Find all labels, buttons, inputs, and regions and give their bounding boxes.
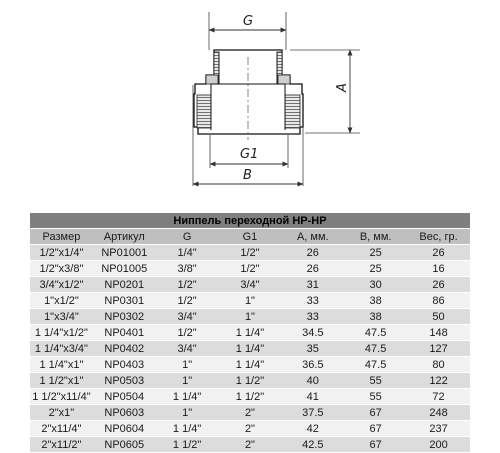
dim-g1-label: G1 [240, 147, 259, 162]
dim-a-label: A [335, 83, 350, 92]
cell-g1: 3/4" [219, 277, 282, 293]
cell-article: NP0402 [93, 341, 156, 357]
cell-a-mm: 26 [281, 245, 344, 261]
table-body [30, 245, 470, 453]
table-header-row [30, 229, 470, 245]
cell-article: NP0302 [93, 309, 156, 325]
table-row [30, 405, 470, 421]
table-row [30, 421, 470, 437]
cell-article: NP0403 [93, 357, 156, 373]
table-row [30, 245, 470, 261]
cell-g: 1/2" [156, 293, 219, 309]
cell-size: 1 1/4"x1" [30, 357, 93, 373]
table-title-row [30, 213, 470, 229]
column-header-weight: Вес, гр. [407, 229, 470, 245]
cell-weight: 127 [407, 341, 470, 357]
cell-g1: 2" [219, 405, 282, 421]
cell-g1: 1 1/2" [219, 389, 282, 405]
cell-a-mm: 31 [281, 277, 344, 293]
cell-a-mm: 41 [281, 389, 344, 405]
cell-size: 3/4"x1/2" [30, 277, 93, 293]
cell-b-mm: 55 [344, 389, 407, 405]
cell-g: 1/4" [156, 245, 219, 261]
cell-size: 2"x11/4" [30, 421, 93, 437]
spec-table [30, 213, 470, 453]
cell-a-mm: 33 [281, 293, 344, 309]
cell-article: NP0401 [93, 325, 156, 341]
cell-g1: 1 1/2" [219, 373, 282, 389]
cell-article: NP01001 [93, 245, 156, 261]
cell-size: 1 1/2"x11/4" [30, 389, 93, 405]
column-header-article: Артикул [93, 229, 156, 245]
cell-g1: 1 1/4" [219, 341, 282, 357]
cell-g: 1" [156, 373, 219, 389]
cell-g: 1 1/2" [156, 437, 219, 453]
cell-g: 3/4" [156, 341, 219, 357]
dim-b-label: B [243, 168, 252, 183]
cell-g: 1 1/4" [156, 421, 219, 437]
cell-g1: 1/2" [219, 261, 282, 277]
cell-g: 1" [156, 357, 219, 373]
table-row [30, 357, 470, 373]
cell-b-mm: 25 [344, 261, 407, 277]
cell-article: NP0503 [93, 373, 156, 389]
cell-a-mm: 35 [281, 341, 344, 357]
cell-g: 1" [156, 405, 219, 421]
cell-g1: 2" [219, 421, 282, 437]
table-row [30, 373, 470, 389]
table-row [30, 309, 470, 325]
cell-b-mm: 38 [344, 309, 407, 325]
cell-weight: 248 [407, 405, 470, 421]
cell-size: 1 1/2"x1" [30, 373, 93, 389]
table-row [30, 437, 470, 453]
cell-b-mm: 38 [344, 293, 407, 309]
cell-a-mm: 26 [281, 261, 344, 277]
cell-a-mm: 34.5 [281, 325, 344, 341]
cell-article: NP0603 [93, 405, 156, 421]
cell-b-mm: 47.5 [344, 325, 407, 341]
cell-g1: 1 1/4" [219, 357, 282, 373]
cell-a-mm: 42 [281, 421, 344, 437]
cell-weight: 72 [407, 389, 470, 405]
column-header-a-mm: А, мм. [281, 229, 344, 245]
cell-article: NP0605 [93, 437, 156, 453]
cell-weight: 26 [407, 277, 470, 293]
cell-b-mm: 67 [344, 437, 407, 453]
cell-size: 1"x1/2" [30, 293, 93, 309]
cell-a-mm: 36.5 [281, 357, 344, 373]
cell-weight: 26 [407, 245, 470, 261]
cell-g1: 1/2" [219, 245, 282, 261]
table-row [30, 389, 470, 405]
cell-weight: 50 [407, 309, 470, 325]
cell-g: 3/4" [156, 309, 219, 325]
cell-size: 1/2"x3/8" [30, 261, 93, 277]
cell-g1: 1 1/4" [219, 325, 282, 341]
cell-weight: 148 [407, 325, 470, 341]
cell-article: NP0201 [93, 277, 156, 293]
cell-weight: 122 [407, 373, 470, 389]
cell-article: NP0504 [93, 389, 156, 405]
cell-size: 1/2"x1/4" [30, 245, 93, 261]
cell-g: 1/2" [156, 325, 219, 341]
cell-size: 1 1/4"x1/2" [30, 325, 93, 341]
column-header-g1: G1 [219, 229, 282, 245]
cell-article: NP0301 [93, 293, 156, 309]
cell-b-mm: 47.5 [344, 341, 407, 357]
cell-g1: 2" [219, 437, 282, 453]
cell-weight: 200 [407, 437, 470, 453]
cell-size: 1"x3/4" [30, 309, 93, 325]
cell-size: 2"x11/2" [30, 437, 93, 453]
table-row [30, 277, 470, 293]
cell-b-mm: 55 [344, 373, 407, 389]
cell-g: 3/8" [156, 261, 219, 277]
cell-size: 2"x1" [30, 405, 93, 421]
nipple-technical-drawing [0, 0, 500, 205]
table-row [30, 325, 470, 341]
cell-g1: 1" [219, 293, 282, 309]
table-title: Ниппель переходной НР-НР [30, 213, 470, 229]
column-header-b-mm: В, мм. [344, 229, 407, 245]
cell-a-mm: 40 [281, 373, 344, 389]
table-row [30, 341, 470, 357]
cell-a-mm: 33 [281, 309, 344, 325]
cell-b-mm: 67 [344, 405, 407, 421]
cell-b-mm: 25 [344, 245, 407, 261]
cell-size: 1 1/4"x3/4" [30, 341, 93, 357]
cell-g1: 1" [219, 309, 282, 325]
cell-a-mm: 42.5 [281, 437, 344, 453]
cell-a-mm: 37.5 [281, 405, 344, 421]
cell-article: NP0604 [93, 421, 156, 437]
column-header-size: Размер [30, 229, 93, 245]
cell-weight: 237 [407, 421, 470, 437]
cell-weight: 16 [407, 261, 470, 277]
cell-b-mm: 67 [344, 421, 407, 437]
cell-g: 1 1/4" [156, 389, 219, 405]
column-header-g: G [156, 229, 219, 245]
cell-article: NP01005 [93, 261, 156, 277]
table-row [30, 293, 470, 309]
cell-b-mm: 30 [344, 277, 407, 293]
cell-b-mm: 47.5 [344, 357, 407, 373]
cell-weight: 80 [407, 357, 470, 373]
cell-g: 1/2" [156, 277, 219, 293]
cell-weight: 86 [407, 293, 470, 309]
table-row [30, 261, 470, 277]
dim-g-label: G [243, 14, 254, 29]
